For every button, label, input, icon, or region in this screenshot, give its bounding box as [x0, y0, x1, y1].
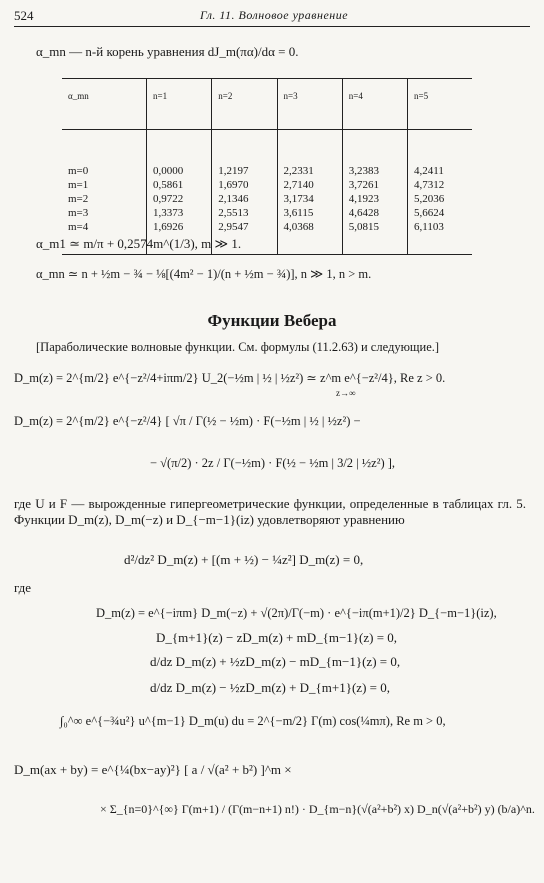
table-cell: 2,2331 [277, 130, 342, 179]
row-label: m=4 [62, 220, 147, 255]
where-label: где [14, 580, 32, 595]
formula-recurrence: D_{m+1}(z) − zD_m(z) + mD_{m−1}(z) = 0, [156, 630, 398, 645]
table-cell: 1,6926 [147, 220, 212, 255]
page-number: 524 [14, 8, 34, 23]
asymptotic-formula-1: α_m1 ≃ m/π + 0,2574m^(1/3), m ≫ 1. [36, 236, 242, 251]
table-cell: 0,9722 [147, 192, 212, 206]
asymptotic-formula-2: α_mn ≃ n + ½m − ¾ − ⅛[(4m² − 1)/(n + ½m − ¾)], n ≫ 1, n > m. [36, 267, 372, 281]
table-row [62, 178, 472, 192]
table-cell: 4,1923 [342, 192, 407, 206]
table-cell: 4,6428 [342, 206, 407, 220]
header-rule [14, 26, 530, 27]
table-cell: 6,1103 [408, 220, 473, 255]
table-cell: 1,6970 [212, 178, 277, 192]
formula-addition-theorem-2: × Σ_{n=0}^{∞} Γ(m+1) / (Γ(m−n+1) n!) · D_{m−n}(√(a²+b²) x) D_n(√(a²+b²) y) (b/a)^n. [100, 802, 535, 816]
table-header-row [62, 79, 472, 130]
table-cell: 2,9547 [212, 220, 277, 255]
formula-derivative-1: d/dz D_m(z) + ½zD_m(z) − mD_{m−1}(z) = 0, [150, 654, 401, 669]
formula-derivative-2: d/dz D_m(z) − ½zD_m(z) + D_{m+1}(z) = 0, [150, 680, 390, 695]
table-cell: 5,0815 [342, 220, 407, 255]
row-label: m=1 [68, 179, 89, 191]
formula-reflection: D_m(z) = e^{−iπm} D_m(−z) + √(2π)/Γ(−m) · e^{−iπ(m+1)/2} D_{−m−1}(iz), [96, 606, 497, 620]
table-row [62, 130, 472, 179]
table-cell: 2,7140 [277, 178, 342, 192]
formula-integral: ∫₀^∞ e^{−¾u²} u^{m−1} D_m(u) du = 2^{−m/2} Γ(m) cos(¼mπ), Re m > 0, [60, 714, 446, 728]
intro-line: α_mn — n-й корень уравнения dJ_m(πα)/dα = 0. [36, 44, 299, 59]
table-cell: 0,5861 [147, 178, 212, 192]
table-corner-label: α_mn [62, 79, 147, 130]
formula-addition-theorem-1: D_m(ax + by) = e^{¼(bx−ay)²} [ a / √(a² + b²) ]^m × [14, 762, 292, 777]
column-header: n=5 [408, 79, 473, 130]
running-title: Гл. 11. Волновое уравнение [200, 8, 349, 22]
section-title: Функции Вебера [207, 311, 337, 330]
roots-table [62, 78, 472, 255]
table-cell: 4,2411 [408, 130, 473, 179]
table-cell: 2,5513 [212, 206, 277, 220]
table-cell: 5,2036 [408, 192, 473, 206]
table-row [62, 192, 472, 206]
formula-differential-equation: d²/dz² D_m(z) + [(m + ½) − ¼z²] D_m(z) = 0, [124, 552, 364, 567]
limit-subscript: z→∞ [336, 388, 356, 398]
table-cell: 2,1346 [212, 192, 277, 206]
column-header: n=2 [212, 79, 277, 130]
table-cell: 3,2383 [342, 130, 407, 179]
row-label: m=3 [68, 207, 89, 219]
column-header: n=3 [277, 79, 342, 130]
section-note: [Параболические волновые функции. См. формулы (11.2.63) и следующие.] [36, 340, 440, 354]
column-header: n=4 [342, 79, 407, 130]
table-cell: 4,0368 [277, 220, 342, 255]
table-cell: 5,6624 [408, 206, 473, 220]
row-label: m=2 [68, 193, 89, 205]
table-cell: 0,0000 [147, 130, 212, 179]
table-cell: 4,7312 [408, 178, 473, 192]
table-cell: 1,2197 [212, 130, 277, 179]
column-header: n=1 [147, 79, 212, 130]
table-cell: 3,6115 [277, 206, 342, 220]
table-cell: 3,7261 [342, 178, 407, 192]
formula-weber-2b: − √(π/2) · 2z / Γ(−½m) · F(½ − ½m | 3/2 | ½z²) ], [150, 456, 396, 470]
row-label: m=0 [68, 165, 89, 177]
formula-weber-2a: D_m(z) = 2^{m/2} e^{−z²/4} [ √π / Γ(½ − ½m) · F(−½m | ½ | ½z²) − [14, 414, 361, 428]
body-paragraph: где U и F — вырожденные гипергеометрические функции, определенные в таблицах гл. 5. Функции D_m(z), D_m(−z) и D_{−m−1}(iz) удовлетворяют уравнению [14, 496, 526, 527]
table-cell: 1,3373 [147, 206, 212, 220]
formula-weber-1: D_m(z) = 2^{m/2} e^{−z²/4+iπm/2} U_2(−½m | ½ | ½z²) ≃ z^m e^{−z²/4}, Re z > 0. [14, 371, 446, 385]
table-row [62, 206, 472, 220]
table-cell: 3,1734 [277, 192, 342, 206]
